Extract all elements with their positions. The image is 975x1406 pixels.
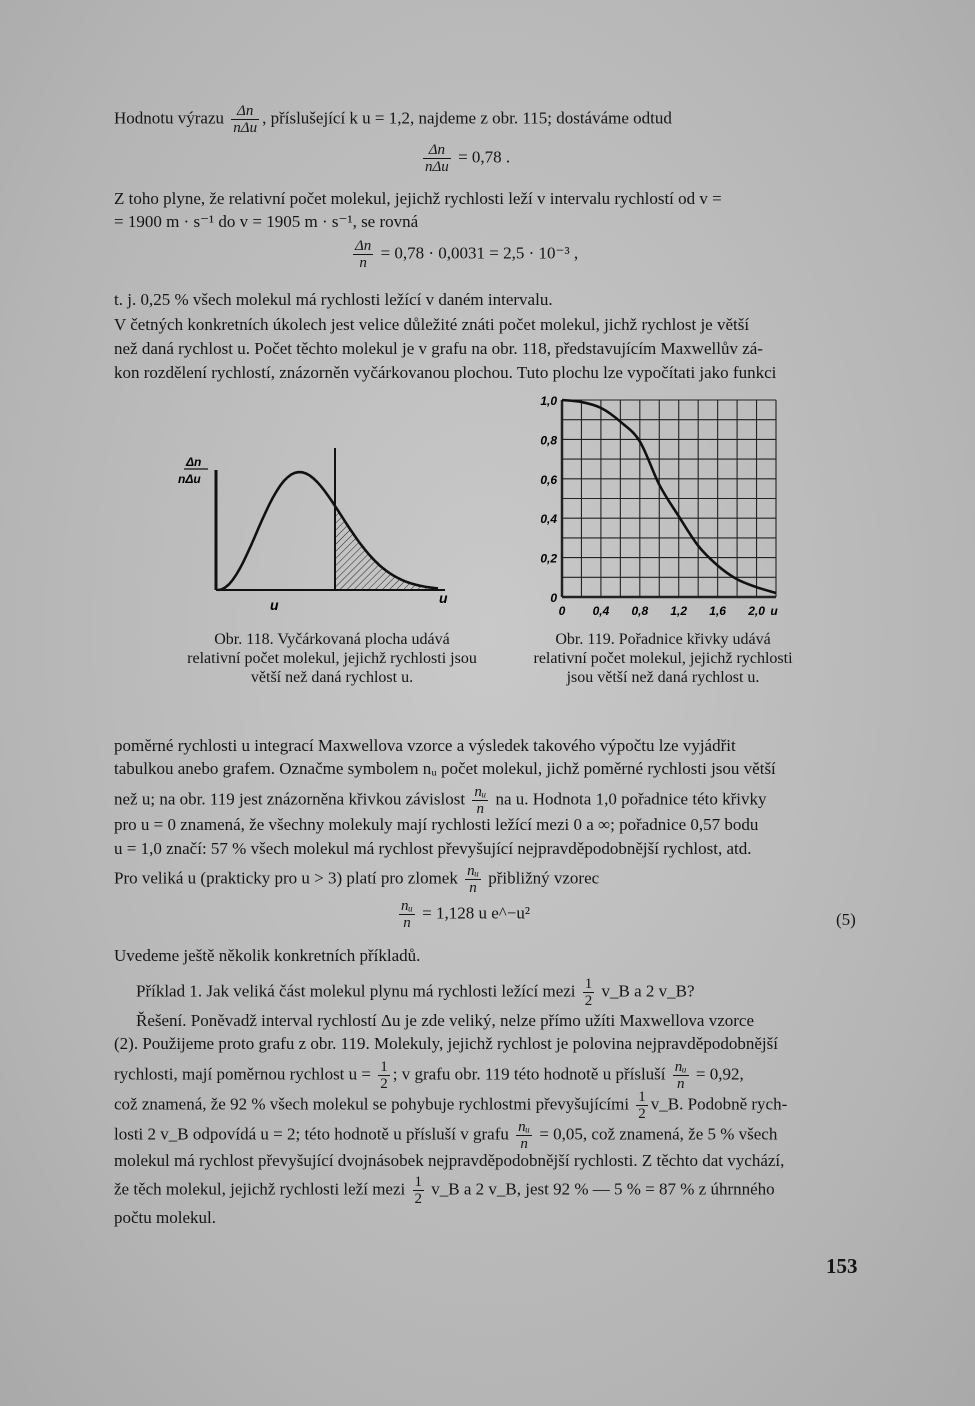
text-span: Příklad 1. Jak veliká část molekul plynu má rychlosti ležící mezi (136, 981, 576, 1001)
ylabel-denominator: nΔu (178, 472, 201, 486)
fraction-numerator: nᵤ (674, 1059, 687, 1075)
page-number: 153 (826, 1254, 858, 1278)
equation-rhs: = 0,78 · 0,0031 = 2,5 · 10⁻³ , (380, 243, 579, 263)
solution-line-2: (2). Použijeme proto grafu z obr. 119. Molekuly, jejichž rychlost je polovina nejpravděpodobnější (114, 1034, 778, 1053)
x-tick-label: 1,2 (670, 604, 688, 618)
fraction-numerator: Δn (355, 238, 372, 254)
x-tick-label: 0,8 (631, 604, 649, 618)
maxwell-curve (218, 472, 438, 590)
fraction-numerator: Δn (231, 103, 259, 120)
y-tick-label: 1,0 (540, 394, 557, 408)
fraction (399, 898, 415, 931)
fraction (636, 1089, 648, 1122)
fraction-denominator: n (469, 880, 477, 896)
fraction-denominator: 2 (380, 1076, 388, 1092)
text-paragraph-1: poměrné rychlosti u integrací Maxwellova vzorce a výsledek takového výpočtu lze vyjádřit (114, 736, 736, 755)
fraction-numerator: nᵤ (467, 863, 479, 879)
equation-1 (420, 142, 510, 175)
solution-line-5 (114, 1119, 864, 1152)
text-span: ; v grafu obr. 119 této hodnotě u přísluší (392, 1064, 666, 1084)
example-1 (136, 976, 856, 1009)
fraction-denominator: n (520, 1136, 528, 1152)
fraction (673, 1059, 689, 1092)
fraction (413, 1174, 425, 1207)
fraction-numerator: 1 (380, 1059, 388, 1075)
fraction-denominator: n (403, 915, 411, 931)
fraction (353, 238, 373, 271)
text-paragraph-3 (114, 784, 864, 817)
xlabel-u: u (270, 597, 279, 613)
text-span: losti 2 v_B odpovídá u = 2; této hodnotě u přísluší v grafu (114, 1124, 509, 1144)
fraction-numerator: Δn (423, 142, 451, 159)
text-paragraph-7: Uvedeme ještě několik konkretních příkladů. (114, 946, 421, 965)
x-tick-label: 0,4 (592, 604, 610, 618)
text-paragraph-5: u = 1,0 značí: 57 % všech molekul má rychlost převyšující nejpravděpodobnější rychlost, atd. (114, 839, 752, 858)
fraction-denominator: n (676, 1076, 685, 1092)
text-span: = 0,05, což znamená, že 5 % všech (539, 1124, 778, 1144)
text-span: Hodnotu výrazu (114, 108, 225, 128)
x-tick-label: 0 (558, 604, 566, 618)
fraction-denominator: 2 (584, 993, 593, 1009)
equation-number: (5) (836, 910, 856, 929)
text-span: v_B. Podobně rych- (650, 1094, 788, 1114)
text-line-6: než daná rychlost u. Počet těchto molekul je v grafu na obr. 118, představujícím Maxwellův zá- (114, 339, 763, 358)
fraction (378, 1059, 390, 1092)
text-span: v_B a 2 v_B, jest 92 % — 5 % = 87 % z úhrnného (431, 1179, 775, 1199)
x-tick-label: 1,6 (709, 604, 726, 618)
text-span: , příslušející k u = 1,2, najdeme z obr. 115; dostáváme odtud (262, 108, 672, 128)
fraction (231, 103, 259, 136)
fraction-denominator: 2 (638, 1106, 646, 1122)
y-tick-label: 0 (550, 591, 557, 605)
fraction (516, 1119, 532, 1152)
text-line-2: Z toho plyne, že relativní počet molekul, jejichž rychlosti leží v intervalu rychlostí od v = (114, 189, 722, 208)
fraction (423, 142, 451, 175)
text-line-4: t. j. 0,25 % všech molekul má rychlosti ležící v daném intervalu. (114, 290, 553, 309)
ylabel-numerator: Δn (186, 455, 202, 469)
fraction-denominator: n (476, 801, 485, 817)
equation-rhs: = 1,128 u e^−u² (422, 903, 530, 923)
y-tick-label: 0,6 (540, 472, 557, 487)
text-paragraph-2: tabulkou anebo grafem. Označme symbolem nᵤ počet molekul, jichž poměrné rychlosti jsou větší (114, 759, 776, 778)
text-line-7: kon rozdělení rychlostí, znázorněn vyčárkovanou plochou. Tuto plochu lze vypočítati jako funkci (114, 363, 777, 382)
figure-118 (170, 448, 470, 623)
text-span: na u. Hodnota 1,0 pořadnice této křivky (495, 789, 767, 809)
fraction-denominator: nΔu (233, 120, 258, 136)
text-line-1 (114, 103, 864, 136)
caption-figure-118: Obr. 118. Vyčárkovaná plocha udává relativní počet molekul, jejichž rychlosti jsou větší než daná rychlost u. (187, 631, 477, 686)
text-paragraph-4: pro u = 0 znamená, že všechny molekuly mají rychlosti ležící mezi 0 a ∞; pořadnice 0,57 bodu (114, 815, 759, 834)
solution-line-4 (114, 1089, 864, 1122)
solution-line-3 (114, 1059, 864, 1092)
text-span: že těch molekul, jejichž rychlosti leží mezi (114, 1179, 406, 1199)
text-line-3: = 1900 m · s⁻¹ do v = 1905 m · s⁻¹, se rovná (114, 212, 419, 231)
text-span: než u; na obr. 119 jest znázorněna křivkou závislost (114, 789, 466, 809)
fraction (465, 863, 481, 896)
text-span: Pro veliká u (prakticky pro u > 3) platí pro zlomek (114, 868, 458, 888)
solution-line-8: počtu molekul. (114, 1208, 216, 1227)
equation-3 (396, 898, 530, 931)
chart-series-line (562, 400, 776, 593)
y-tick-label: 0,2 (540, 551, 557, 566)
fraction-numerator: 1 (414, 1174, 422, 1190)
fraction-denominator: n (359, 255, 367, 271)
fraction-numerator: nᵤ (401, 898, 413, 914)
fraction-numerator: 1 (638, 1089, 646, 1105)
y-tick-label: 0,8 (540, 433, 557, 448)
fraction (583, 976, 595, 1009)
fraction-denominator: 2 (414, 1191, 422, 1207)
solution-line-1: Řešení. Poněvadž interval rychlostí Δu je zde veliký, nelze přímo užíti Maxwellova vzorce (136, 1011, 755, 1030)
text-span: přibližný vzorec (488, 868, 600, 888)
fraction-numerator: nᵤ (518, 1119, 531, 1135)
x-tick-label: 2,0 (748, 604, 765, 618)
figure-119-chart (528, 388, 798, 623)
xlabel-u-end: u (439, 590, 448, 606)
solution-line-7 (114, 1174, 864, 1207)
equation-rhs: = 0,78 . (458, 147, 511, 167)
fraction-numerator: nᵤ (474, 784, 487, 800)
fraction-denominator: nΔu (425, 159, 449, 175)
x-tick-label: u (770, 604, 778, 618)
text-span: = 0,92, (695, 1064, 744, 1084)
y-tick-label: 0,4 (540, 512, 557, 527)
solution-line-6: molekul má rychlost převyšující dvojnásobek nejpravděpodobnější rychlosti. Z těchto dat vychází, (114, 1151, 785, 1170)
hatched-area (335, 506, 438, 590)
equation-2 (350, 238, 578, 271)
text-line-5: V četných konkretních úkolech jest velice důležité znáti počet molekul, jichž rychlost je větší (114, 315, 750, 334)
caption-figure-119: Obr. 119. Pořadnice křivky udává relativní počet molekul, jejichž rychlosti jsou větší než daná rychlost u. (533, 631, 793, 686)
fraction (472, 784, 488, 817)
text-span: což znamená, že 92 % všech molekul se pohybuje rychlostmi převyšujícími (114, 1094, 630, 1114)
text-paragraph-6 (114, 863, 864, 896)
text-span: rychlosti, mají poměrnou rychlost u = (114, 1064, 371, 1084)
text-span: v_B a 2 v_B? (601, 981, 695, 1001)
fraction-numerator: 1 (584, 976, 593, 992)
